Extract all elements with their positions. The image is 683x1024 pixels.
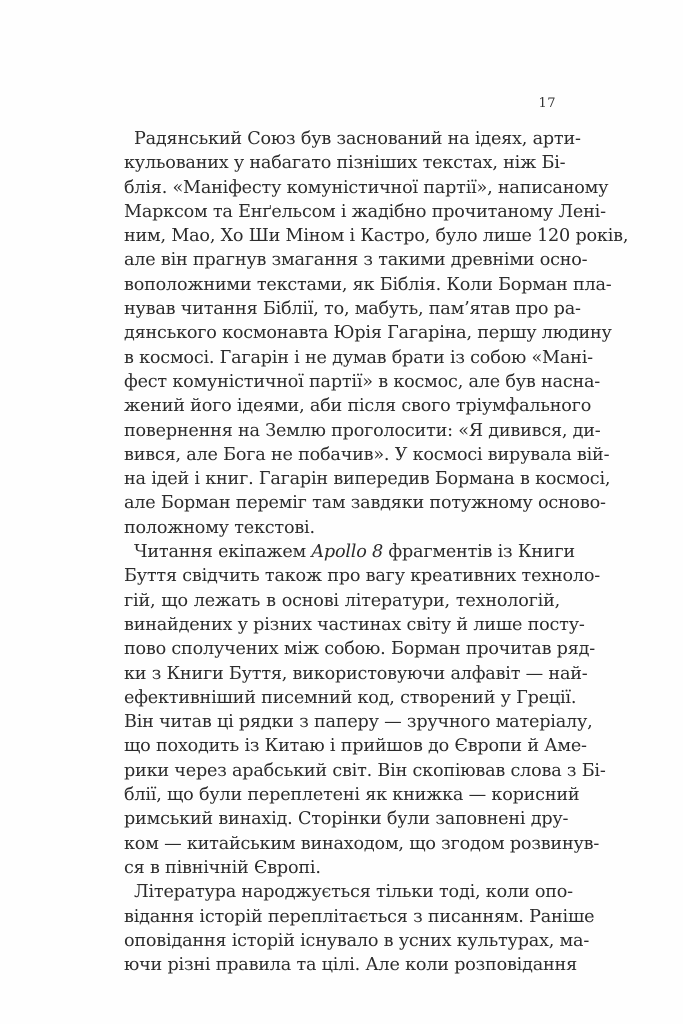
italic-title: Apollo 8 bbox=[311, 542, 384, 563]
text-line: що походить із Китаю і прийшов до Європи й Аме- bbox=[124, 736, 587, 757]
text-line: дянського космонавта Юрія Гагаріна, першу людину bbox=[124, 323, 612, 344]
text-line: воположними текстами, як Біблія. Коли Борман пла- bbox=[124, 274, 612, 295]
text-line: жений його ідеями, аби після свого тріумфального bbox=[124, 396, 592, 417]
text-line: положному текстові. bbox=[124, 517, 315, 538]
text-line: але він прагнув змагання з такими древніми осно- bbox=[124, 250, 588, 271]
text-line: рики через арабський світ. Він скопіював слова з Бі- bbox=[124, 760, 606, 781]
text-line: в космосі. Гагарін і не думав брати із собою «Мані- bbox=[124, 347, 593, 368]
text-line: вився, але Бога не побачив». У космосі вирувала вій- bbox=[124, 444, 610, 465]
text-line: ним, Мао, Хо Ши Міном і Кастро, було лише 120 років, bbox=[124, 226, 629, 247]
text-line: гій, що лежать в основі літератури, технологій, bbox=[124, 590, 560, 611]
text-line: ком — китайським винаходом, що згодом розвинув- bbox=[124, 833, 600, 854]
paragraph-3 bbox=[124, 880, 595, 977]
text-line: римський винахід. Сторінки були заповнені дру- bbox=[124, 809, 569, 830]
paragraph-2 bbox=[124, 540, 606, 880]
text-line: Радянський Союз був заснований на ідеях, арти- bbox=[134, 129, 581, 149]
text-line: кульованих у набагато пізніших текстах, ніж Бі- bbox=[124, 153, 566, 174]
text-line: блія. «Маніфесту комуністичної партії», написаному bbox=[124, 177, 609, 198]
text-line: нував читання Біблії, то, мабуть, пам’ятав про ра- bbox=[124, 299, 581, 320]
text-line: винайдених у різних частинах світу й лише посту- bbox=[124, 614, 585, 635]
paragraph-1 bbox=[124, 127, 629, 540]
text-line: блії, що були переплетені як книжка — корисний bbox=[124, 785, 580, 806]
text-line: Буття свідчить також про вагу креативних техноло- bbox=[124, 566, 601, 587]
text-run: Читання екіпажем bbox=[134, 542, 312, 563]
text-run: фрагментів із Книги bbox=[383, 542, 575, 563]
text-line: оповідання історій існувало в усних культурах, ма- bbox=[124, 930, 590, 951]
text-line: Він читав ці рядки з паперу — зручного матеріалу, bbox=[124, 712, 593, 733]
text-line: ефективніший писемний код, створений у Греції. bbox=[124, 687, 577, 708]
text-line: фест комуністичної партії» в космос, але був насна- bbox=[124, 371, 601, 392]
page-number: 17 bbox=[538, 96, 556, 111]
text-line: відання історій переплітається з писанням. Раніше bbox=[124, 906, 595, 927]
body-text bbox=[124, 127, 629, 977]
text-line: Марксом та Енґельсом і жадібно прочитаному Лені- bbox=[124, 201, 606, 222]
text-line: ся в північній Європі. bbox=[124, 857, 321, 878]
text-line: повернення на Землю проголосити: «Я дивився, ди- bbox=[124, 420, 601, 441]
text-line: але Борман переміг там завдяки потужному осново- bbox=[124, 493, 606, 514]
text-line: пово сполучених між собою. Борман прочитав ряд- bbox=[124, 639, 596, 660]
text-line: ючи різні правила та цілі. Але коли розповідання bbox=[124, 955, 577, 976]
text-line: ки з Книги Буття, використовуючи алфавіт — най- bbox=[124, 663, 588, 684]
text-line: Література народжується тільки тоді, коли опо- bbox=[134, 882, 573, 903]
text-line: на ідей і книг. Гагарін випередив Бормана в космосі, bbox=[124, 469, 611, 490]
text-line-with-italic bbox=[124, 540, 575, 564]
